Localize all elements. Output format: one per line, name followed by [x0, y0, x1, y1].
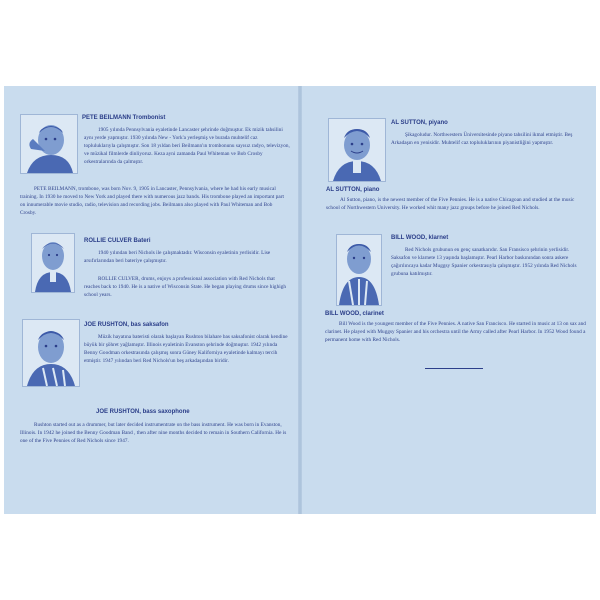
culver-turkish-text: 1940 yılından beri Nichols ile çalışmaktadır. Wisconsin eyaletinin yerlisidir. Lise arsıfırlarından beri bateriye çalışmıştır.	[84, 250, 271, 264]
rushton-turkish-bio	[84, 333, 290, 365]
culver-heading: ROLLIE CULVER Bateri	[84, 238, 151, 244]
photo-pete-beilmann	[20, 114, 78, 174]
wood-english-heading: BILL WOOD, clarinet	[325, 311, 384, 317]
wood-turkish-bio	[391, 246, 587, 278]
sutton-turkish-text: Şikagoludur. Northwestern Üniversitesinde piyano tahsilini ikmal etmiştir. Beş Arkadaşın en yenisidir. Muhtelif caz topluluklarının piyanistliğini yapmıştır.	[391, 132, 573, 146]
rushton-english-bio	[20, 421, 292, 445]
wood-turkish-text: Red Nichols grubunun en genç sanatkarıdır. San Fransisco şehrinin yerlisidir. Saksafon ve klarnete 13 yaşında başlamıştır. Pearl Harbor baskınından sonra askere çağırılıncaya kadar Muggsy Spanier orkestrasıyla çalışmıştır. 1952 yılında Red Nichols grubuna katılmıştır.	[391, 247, 577, 277]
photo-al-sutton	[328, 118, 386, 182]
sutton-english-heading: AL SUTTON, piano	[326, 187, 380, 193]
beilmann-turkish-text: 1905 yılında Pennsylvania eyaletinde Lancaster şehrinde doğmuştur. Ek mizik tahsilini aynı yerde yapmıştır. 1930 yılında New - York'a yerleşmiş ve burada muhtelif caz topluluklarıyla çalışmıştır. Son 18 yıldan beri Beilmann'ın trombonunu sayısız radyo, televizyon, ve müzikal filmlerde dinliyoruz. Keza ayni zamanda Paul Whiteman ve Bob Crosby orkestralarında da çalmıştır.	[84, 127, 290, 165]
beilmann-english-bio	[20, 185, 290, 217]
rushton-english-text: Rushton started out as a drummer, but later decided instrumentrate on the bass instrument. He was born in Evanston, Illinois. In 1942 he joined the Benny Goodman Band , then after nine months decided to remain in Southern California. He is one of the Five Pennies of Red Nichols since 1947.	[20, 422, 287, 444]
end-divider	[425, 368, 483, 369]
beilmann-heading: PETE BEILMANN Trombonist	[82, 115, 166, 121]
photo-joe-rushton	[22, 319, 80, 387]
rushton-turkish-text: Müzik hayatına bateristi olarak başlayan Rushton bilahare bas saksafonist olarak kendine büyük bir şöhret yağlamıştır. Illinois eyaletinin Evanston şehrinde doğmuştur. 1942 yılında Benny Goodman orkestrasında çalışmış sonra Güney Kaliforniya eyaletinde kalmayı tercih etmiştir. 1947 yılından beri Red Nichols'un beş arkadaşından biridir.	[84, 334, 288, 364]
beilmann-turkish-bio	[84, 126, 290, 166]
culver-english-text: ROLLIE CULVER, drums, enjoys a professional association with Red Nichols that reaches back to 1940. He is a native of Wisconsin State. He began playing drums since highigh school years.	[84, 276, 286, 298]
sutton-turkish-heading: AL SUTTON, piyano	[391, 120, 448, 126]
portrait-image	[337, 235, 381, 305]
photo-bill-wood	[336, 234, 382, 306]
beilmann-english-text: PETE BEILMANN, trombone, was born Nov. 9, 1905 in Lancaster, Pennsylvania, where he had his early musical training. In 1930 he moved to New York and played there with numerous jazz bands. His trombone played an important part on innumerable movie studio, radio, television and recording jobs. Beilmann also played with Paul Whiteman and Bob Crosby.	[20, 186, 284, 216]
left-page	[4, 86, 300, 514]
culver-english-bio	[20, 275, 290, 299]
wood-english-text: Bill Wood is the youngest member of the Five Pennies. A native San Francisco. He started in music at 13 on sax and clarinet. He played with Muggsy Spanier and his orchestra until the Army called after Pearl Harbor. In 1952 Wood found a permanent home with Red Nichols.	[325, 321, 586, 343]
wood-turkish-heading: BILL WOOD, klarnet	[391, 235, 449, 241]
right-page	[301, 86, 596, 514]
rushton-turkish-heading: JOE RUSHTON, bas saksafon	[84, 322, 169, 328]
wood-english-bio	[325, 320, 587, 344]
booklet-spread	[4, 86, 596, 514]
sutton-english-bio	[326, 196, 588, 212]
portrait-image	[329, 119, 385, 181]
culver-turkish-bio	[84, 249, 290, 265]
sutton-turkish-bio	[391, 131, 585, 147]
sutton-english-text: Al Sutton, piano, is the newest member of the Five Pennies. He is a native Chicagoan and studied at the music school of Northwestern University. He worked whit many jazz groups before he joined Red Nichols.	[326, 197, 575, 211]
rushton-english-heading: JOE RUSHTON, bass saxophone	[96, 409, 190, 415]
portrait-image	[21, 115, 77, 173]
portrait-image	[23, 320, 79, 386]
